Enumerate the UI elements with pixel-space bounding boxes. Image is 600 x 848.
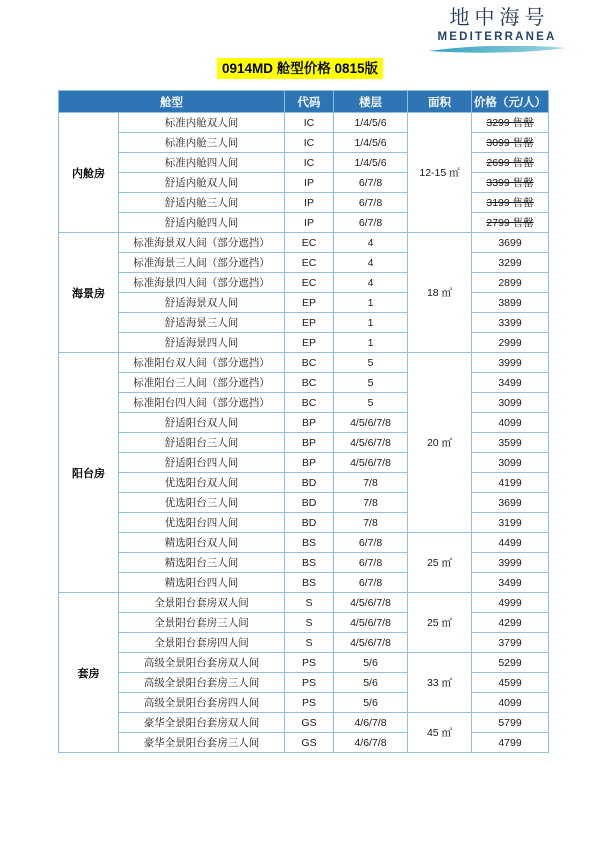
header-cabin-type: 舱型 (59, 91, 285, 113)
price-cell: 3299 (472, 253, 549, 273)
cabin-type-cell: 舒适阳台双人间 (119, 413, 285, 433)
cabin-group-label: 阳台房 (59, 353, 119, 593)
price-cell: 4199 (472, 473, 549, 493)
table-row (59, 453, 549, 473)
price-cell: 4499 (472, 533, 549, 553)
price-cell: 3799 (472, 633, 549, 653)
table-row (59, 213, 549, 233)
table-row (59, 253, 549, 273)
area-cell: 12-15 ㎡ (408, 113, 472, 233)
floor-cell: 6/7/8 (334, 213, 408, 233)
price-cell: 3999 (472, 553, 549, 573)
price-cell: 3899 (472, 293, 549, 313)
brand-name-english: MEDITERRANEA (437, 31, 557, 43)
table-row (59, 393, 549, 413)
price-cell: 5799 (472, 713, 549, 733)
table-row (59, 493, 549, 513)
cabin-type-cell: 精选阳台双人间 (119, 533, 285, 553)
code-cell: BP (285, 453, 334, 473)
code-cell: EC (285, 233, 334, 253)
table-row (59, 653, 549, 673)
floor-cell: 1 (334, 313, 408, 333)
code-cell: IC (285, 113, 334, 133)
table-row (59, 373, 549, 393)
cabin-type-cell: 优选阳台四人间 (119, 513, 285, 533)
area-cell: 18 ㎡ (408, 233, 472, 353)
code-cell: IC (285, 153, 334, 173)
floor-cell: 4/5/6/7/8 (334, 413, 408, 433)
table-row (59, 713, 549, 733)
cabin-type-cell: 全景阳台套房三人间 (119, 613, 285, 633)
cabin-type-cell: 精选阳台四人间 (119, 573, 285, 593)
table-row (59, 233, 549, 253)
code-cell: BP (285, 413, 334, 433)
table-row (59, 433, 549, 453)
floor-cell: 4/5/6/7/8 (334, 593, 408, 613)
price-cell: 3399 售罄 (472, 173, 549, 193)
code-cell: BC (285, 353, 334, 373)
table-row (59, 573, 549, 593)
cabin-type-cell: 豪华全景阳台套房双人间 (119, 713, 285, 733)
brand-name-chinese: 地中海号 (449, 7, 550, 29)
code-cell: IP (285, 213, 334, 233)
code-cell: PS (285, 693, 334, 713)
floor-cell: 4/6/7/8 (334, 733, 408, 753)
cabin-type-cell: 标准阳台三人间（部分遮挡） (119, 373, 285, 393)
table-row (59, 173, 549, 193)
code-cell: PS (285, 653, 334, 673)
table-row (59, 513, 549, 533)
floor-cell: 5 (334, 373, 408, 393)
floor-cell: 6/7/8 (334, 173, 408, 193)
code-cell: BC (285, 393, 334, 413)
brand-logo (422, 6, 572, 56)
floor-cell: 5/6 (334, 693, 408, 713)
code-cell: PS (285, 673, 334, 693)
price-cell: 3499 (472, 373, 549, 393)
code-cell: BD (285, 513, 334, 533)
table-row (59, 473, 549, 493)
floor-cell: 5/6 (334, 653, 408, 673)
price-cell: 3099 (472, 453, 549, 473)
area-cell: 45 ㎡ (408, 713, 472, 753)
floor-cell: 5 (334, 353, 408, 373)
floor-cell: 1/4/5/6 (334, 153, 408, 173)
cabin-type-cell: 标准内舱双人间 (119, 113, 285, 133)
floor-cell: 4 (334, 273, 408, 293)
area-cell: 20 ㎡ (408, 353, 472, 533)
cabin-type-cell: 舒适海景双人间 (119, 293, 285, 313)
price-cell: 3599 (472, 433, 549, 453)
header-price: 价格（元/人） (472, 91, 549, 113)
cabin-type-cell: 标准阳台四人间（部分遮挡） (119, 393, 285, 413)
price-cell: 3199 售罄 (472, 193, 549, 213)
code-cell: EC (285, 253, 334, 273)
code-cell: GS (285, 713, 334, 733)
table-row (59, 293, 549, 313)
cabin-group-label: 套房 (59, 593, 119, 753)
floor-cell: 5 (334, 393, 408, 413)
table-row (59, 553, 549, 573)
code-cell: BS (285, 573, 334, 593)
table-row (59, 113, 549, 133)
cabin-type-cell: 舒适海景四人间 (119, 333, 285, 353)
cabin-type-cell: 舒适阳台四人间 (119, 453, 285, 473)
floor-cell: 6/7/8 (334, 573, 408, 593)
floor-cell: 1 (334, 333, 408, 353)
table-row (59, 133, 549, 153)
cabin-type-cell: 全景阳台套房四人间 (119, 633, 285, 653)
area-cell: 25 ㎡ (408, 593, 472, 653)
cabin-type-cell: 豪华全景阳台套房三人间 (119, 733, 285, 753)
cabin-type-cell: 舒适内舱三人间 (119, 193, 285, 213)
title-row (0, 58, 600, 79)
price-cell: 3099 售罄 (472, 133, 549, 153)
code-cell: S (285, 593, 334, 613)
cabin-type-cell: 标准阳台双人间（部分遮挡） (119, 353, 285, 373)
price-cell: 4599 (472, 673, 549, 693)
floor-cell: 5/6 (334, 673, 408, 693)
cabin-type-cell: 标准内舱四人间 (119, 153, 285, 173)
code-cell: IP (285, 173, 334, 193)
cabin-type-cell: 精选阳台三人间 (119, 553, 285, 573)
header-row (59, 91, 549, 113)
cabin-type-cell: 舒适海景三人间 (119, 313, 285, 333)
cabin-type-cell: 舒适内舱双人间 (119, 173, 285, 193)
cabin-type-cell: 标准海景三人间（部分遮挡） (119, 253, 285, 273)
area-cell: 25 ㎡ (408, 533, 472, 593)
floor-cell: 4/5/6/7/8 (334, 453, 408, 473)
area-cell: 33 ㎡ (408, 653, 472, 713)
wave-swoosh-icon (426, 46, 568, 56)
floor-cell: 6/7/8 (334, 533, 408, 553)
price-cell: 3099 (472, 393, 549, 413)
code-cell: S (285, 613, 334, 633)
floor-cell: 7/8 (334, 493, 408, 513)
table-row (59, 353, 549, 373)
code-cell: BS (285, 553, 334, 573)
header-floor: 楼层 (334, 91, 408, 113)
price-cell: 4799 (472, 733, 549, 753)
table-row (59, 333, 549, 353)
cabin-type-cell: 标准海景四人间（部分遮挡） (119, 273, 285, 293)
table-row (59, 613, 549, 633)
code-cell: EP (285, 313, 334, 333)
floor-cell: 7/8 (334, 473, 408, 493)
cabin-type-cell: 高级全景阳台套房三人间 (119, 673, 285, 693)
price-cell: 3699 (472, 493, 549, 513)
cabin-type-cell: 优选阳台三人间 (119, 493, 285, 513)
table-row (59, 733, 549, 753)
table-row (59, 673, 549, 693)
code-cell: S (285, 633, 334, 653)
code-cell: GS (285, 733, 334, 753)
floor-cell: 4/6/7/8 (334, 713, 408, 733)
code-cell: BS (285, 533, 334, 553)
code-cell: IC (285, 133, 334, 153)
price-cell: 2999 (472, 333, 549, 353)
price-table (58, 90, 549, 753)
floor-cell: 1/4/5/6 (334, 113, 408, 133)
cabin-type-cell: 高级全景阳台套房双人间 (119, 653, 285, 673)
floor-cell: 6/7/8 (334, 193, 408, 213)
price-cell: 3299 售罄 (472, 113, 549, 133)
cabin-type-cell: 标准内舱三人间 (119, 133, 285, 153)
code-cell: BD (285, 493, 334, 513)
cabin-type-cell: 舒适阳台三人间 (119, 433, 285, 453)
floor-cell: 7/8 (334, 513, 408, 533)
floor-cell: 4/5/6/7/8 (334, 633, 408, 653)
price-cell: 2899 (472, 273, 549, 293)
price-cell: 3399 (472, 313, 549, 333)
price-cell: 3999 (472, 353, 549, 373)
cabin-type-cell: 标准海景双人间（部分遮挡） (119, 233, 285, 253)
table-row (59, 533, 549, 553)
code-cell: BC (285, 373, 334, 393)
table-row (59, 313, 549, 333)
table-row (59, 153, 549, 173)
table-row (59, 193, 549, 213)
cabin-type-cell: 高级全景阳台套房四人间 (119, 693, 285, 713)
price-cell: 5299 (472, 653, 549, 673)
price-cell: 2699 售罄 (472, 153, 549, 173)
code-cell: EP (285, 333, 334, 353)
code-cell: EC (285, 273, 334, 293)
table-row (59, 273, 549, 293)
cabin-type-cell: 舒适内舱四人间 (119, 213, 285, 233)
floor-cell: 4 (334, 253, 408, 273)
price-cell: 4099 (472, 693, 549, 713)
table-header (59, 91, 549, 113)
floor-cell: 4/5/6/7/8 (334, 433, 408, 453)
table-row (59, 693, 549, 713)
price-cell: 3199 (472, 513, 549, 533)
price-cell: 2799 售罄 (472, 213, 549, 233)
header-area: 面积 (408, 91, 472, 113)
floor-cell: 4 (334, 233, 408, 253)
code-cell: BP (285, 433, 334, 453)
floor-cell: 4/5/6/7/8 (334, 613, 408, 633)
code-cell: EP (285, 293, 334, 313)
code-cell: BD (285, 473, 334, 493)
price-cell: 3499 (472, 573, 549, 593)
price-cell: 3699 (472, 233, 549, 253)
price-cell: 4299 (472, 613, 549, 633)
code-cell: IP (285, 193, 334, 213)
table-body (59, 113, 549, 753)
price-cell: 4099 (472, 413, 549, 433)
table-row (59, 633, 549, 653)
cabin-group-label: 海景房 (59, 233, 119, 353)
table-row (59, 593, 549, 613)
price-cell: 4999 (472, 593, 549, 613)
cabin-type-cell: 优选阳台双人间 (119, 473, 285, 493)
floor-cell: 6/7/8 (334, 553, 408, 573)
cabin-type-cell: 全景阳台套房双人间 (119, 593, 285, 613)
cabin-group-label: 内舱房 (59, 113, 119, 233)
floor-cell: 1 (334, 293, 408, 313)
table-row (59, 413, 549, 433)
page-title: 0914MD 舱型价格 0815版 (217, 58, 383, 79)
header-code: 代码 (285, 91, 334, 113)
floor-cell: 1/4/5/6 (334, 133, 408, 153)
